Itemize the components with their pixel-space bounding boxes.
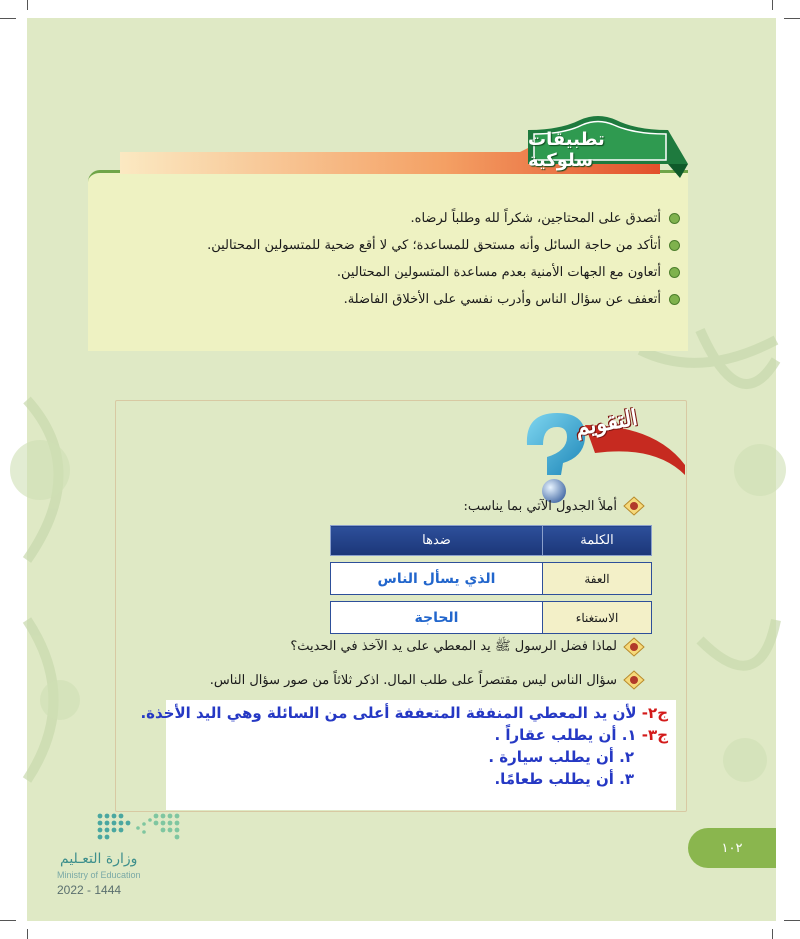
question-badge-icon xyxy=(623,670,645,690)
table-row xyxy=(331,563,652,595)
question-badge-icon xyxy=(623,637,645,657)
table-header-word: الكلمة xyxy=(543,526,652,556)
table-row xyxy=(331,602,652,634)
bullet-icon xyxy=(669,267,680,278)
ministry-name-en: Ministry of Education xyxy=(57,870,141,880)
list-item-text: أتصدق على المحتاجين، شكراً لله وطلباً لرضاه. xyxy=(410,211,661,226)
list-item xyxy=(140,205,680,232)
answer-3 xyxy=(174,726,668,748)
ministry-year: 2022 - 1444 xyxy=(57,883,122,897)
question-3 xyxy=(210,670,645,690)
answer-2-text: لأن يد المعطي المنفقة المتعففة أعلى من السائلة وهي اليد الأخذة. xyxy=(140,704,642,722)
list-item xyxy=(140,259,680,286)
question-3-text: سؤال الناس ليس مقتصراً على طلب المال. اذكر ثلاثاً من صور سؤال الناس. xyxy=(209,672,617,688)
answer-2 xyxy=(140,704,668,726)
ministry-name-ar: وزارة التعـليم xyxy=(60,851,138,867)
table-cell-word: الاستغناء xyxy=(543,602,652,634)
table-cell-word: العفة xyxy=(543,563,652,595)
question-badge-icon xyxy=(623,496,645,516)
table-cell-answer: الحاجة xyxy=(331,602,543,634)
question-2-text: لماذا فضل الرسول ﷺ يد المعطي على يد الآخذ في الحديث؟ xyxy=(290,638,617,654)
answers-box xyxy=(140,700,676,810)
question-2 xyxy=(290,637,645,657)
answer-2-prefix: ج٢- xyxy=(641,704,668,722)
list-item-text: أتعاون مع الجهات الأمنية بعدم مساعدة المتسولين المحتالين. xyxy=(336,265,661,280)
question-1-text: أملأ الجدول الآتي بما يناسب: xyxy=(463,498,617,514)
crop-mark xyxy=(0,920,16,921)
crop-mark xyxy=(0,18,16,19)
crop-mark xyxy=(784,18,800,19)
crop-mark xyxy=(772,0,773,10)
bullet-icon xyxy=(669,294,680,305)
table-cell-answer: الذي يسأل الناس xyxy=(331,563,543,595)
bullet-icon xyxy=(669,240,680,251)
answer-3-item: ٣. أن يطلب طعامًا. xyxy=(494,770,634,788)
list-item xyxy=(140,232,680,259)
page-number: ١٠٢ xyxy=(688,828,776,868)
crop-mark xyxy=(27,929,28,939)
answer-3-item: ٢. أن يطلب سيارة . xyxy=(488,748,634,766)
applications-title: تطبيقات سلوكية xyxy=(528,129,605,171)
list-item-text: أتعفف عن سؤال الناس وأدرب نفسي على الأخلاق الفاضلة. xyxy=(343,292,661,307)
crop-mark xyxy=(784,920,800,921)
ministry-logo-icon xyxy=(96,810,186,846)
question-1 xyxy=(464,496,646,516)
answer-3-item: ١. أن يطلب عقاراً . xyxy=(494,726,637,744)
bullet-icon xyxy=(669,213,680,224)
antonym-table xyxy=(330,525,652,634)
applications-list xyxy=(140,205,680,313)
list-item-text: أتأكد من حاجة السائل وأنه مستحق للمساعدة؛ كي لا أقع ضحية للمتسولين المحتالين. xyxy=(207,238,661,253)
answer-3-prefix: ج٣- xyxy=(641,726,668,744)
list-item xyxy=(140,286,680,313)
crop-mark xyxy=(27,0,28,10)
crop-mark xyxy=(772,929,773,939)
assessment-title: التقويم xyxy=(573,404,640,442)
table-header-opposite: ضدها xyxy=(331,526,543,556)
